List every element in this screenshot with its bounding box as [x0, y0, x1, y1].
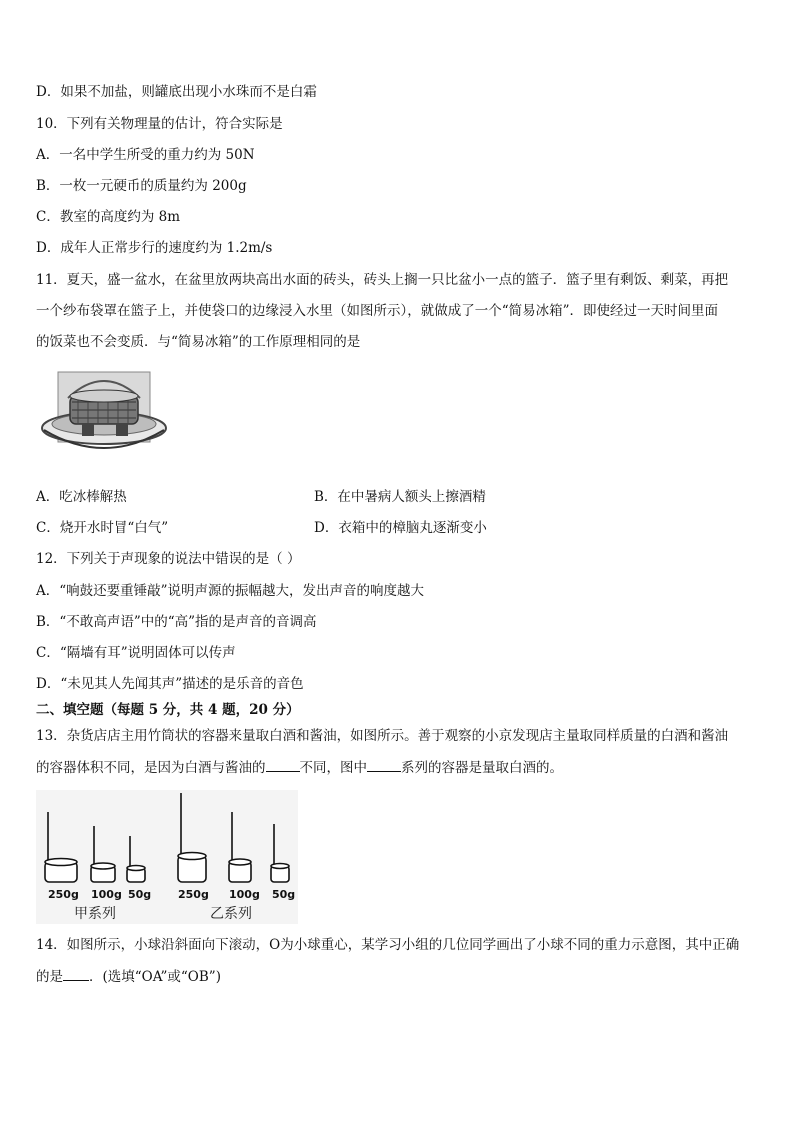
q12-option-b: B．“不敢高声语”中的“高”指的是声音的音调高 [36, 614, 317, 630]
q12-option-c: C．“隔墙有耳”说明固体可以传声 [36, 645, 236, 661]
q12-option-d: D．“未见其人先闻其声”描述的是乐音的音色 [36, 676, 304, 692]
question-11-line3: 的饭菜也不会变质．与“简易冰箱”的工作原理相同的是 [36, 334, 361, 350]
jia-label-2: 100g [91, 888, 122, 901]
yi-caption: 乙系列 [210, 906, 252, 922]
q10-option-a: A．一名中学生所受的重力约为 50N [36, 147, 255, 163]
q11-option-a: A．吃冰棒解热 [36, 489, 127, 505]
question-14-line1: 14．如图所示，小球沿斜面向下滚动，O为小球重心，某学习小组的几位同学画出了小球不同的重力示意图，其中正确 [36, 937, 740, 953]
q13-text-3: 系列的容器是量取白酒的。 [401, 760, 563, 776]
q14-text-1: 的是 [36, 969, 63, 985]
jia-label-1: 250g [48, 888, 79, 901]
question-13-line1: 13．杂货店店主用竹筒状的容器来量取白酒和酱油，如图所示。善于观察的小京发现店主量取同样质量的白酒和酱油 [36, 728, 729, 744]
yi-label-2: 100g [229, 888, 260, 901]
q11-option-c: C．烧开水时冒“白气” [36, 520, 169, 536]
question-11-line1: 11．夏天，盛一盆水，在盆里放两块高出水面的砖头，砖头上搁一只比盆小一点的篮子．篮子里有剩饭、剩菜，再把 [36, 272, 729, 288]
q10-option-c: C．教室的高度约为 8m [36, 209, 181, 225]
blank-2 [367, 759, 401, 772]
question-14-line2 [36, 967, 221, 987]
q10-option-d: D．成年人正常步行的速度约为 1.2m/s [36, 240, 273, 256]
q13-text-1: 的容器体积不同，是因为白酒与酱油的 [36, 760, 266, 776]
jia-label-3: 50g [128, 888, 152, 901]
q14-text-2: ．(选填“OA”或“OB”) [89, 969, 221, 985]
q10-option-b: B．一枚一元硬币的质量约为 200g [36, 178, 247, 194]
question-13-line2 [36, 758, 563, 778]
basket-in-basin-figure [38, 366, 168, 464]
q13-text-2: 不同，图中 [299, 760, 367, 776]
question-10: 10．下列有关物理量的估计，符合实际是 [36, 116, 283, 132]
yi-label-1: 250g [178, 888, 209, 901]
section-heading: 二、填空题（每题 5 分，共 4 题，20 分） [36, 702, 300, 718]
jia-caption: 甲系列 [74, 906, 116, 922]
blank-3 [63, 968, 89, 981]
q11-option-d: D．衣箱中的樟脑丸逐渐变小 [314, 520, 487, 536]
blank-1 [266, 759, 300, 772]
yi-label-3: 50g [272, 888, 296, 901]
measuring-ladles-figure [36, 790, 298, 924]
q12-option-a: A．“响鼓还要重锤敲”说明声源的振幅越大，发出声音的响度越大 [36, 583, 425, 599]
question-11-line2: 一个纱布袋罩在篮子上，并使袋口的边缘浸入水里（如图所示），就做成了一个“简易冰箱”．即使经过一天时间里面 [36, 303, 719, 319]
question-12: 12．下列关于声现象的说法中错误的是（ ） [36, 551, 301, 567]
line-q9d: D．如果不加盐，则罐底出现小水珠而不是白霜 [36, 84, 317, 100]
q11-option-b: B．在中暑病人额头上擦酒精 [314, 489, 486, 505]
